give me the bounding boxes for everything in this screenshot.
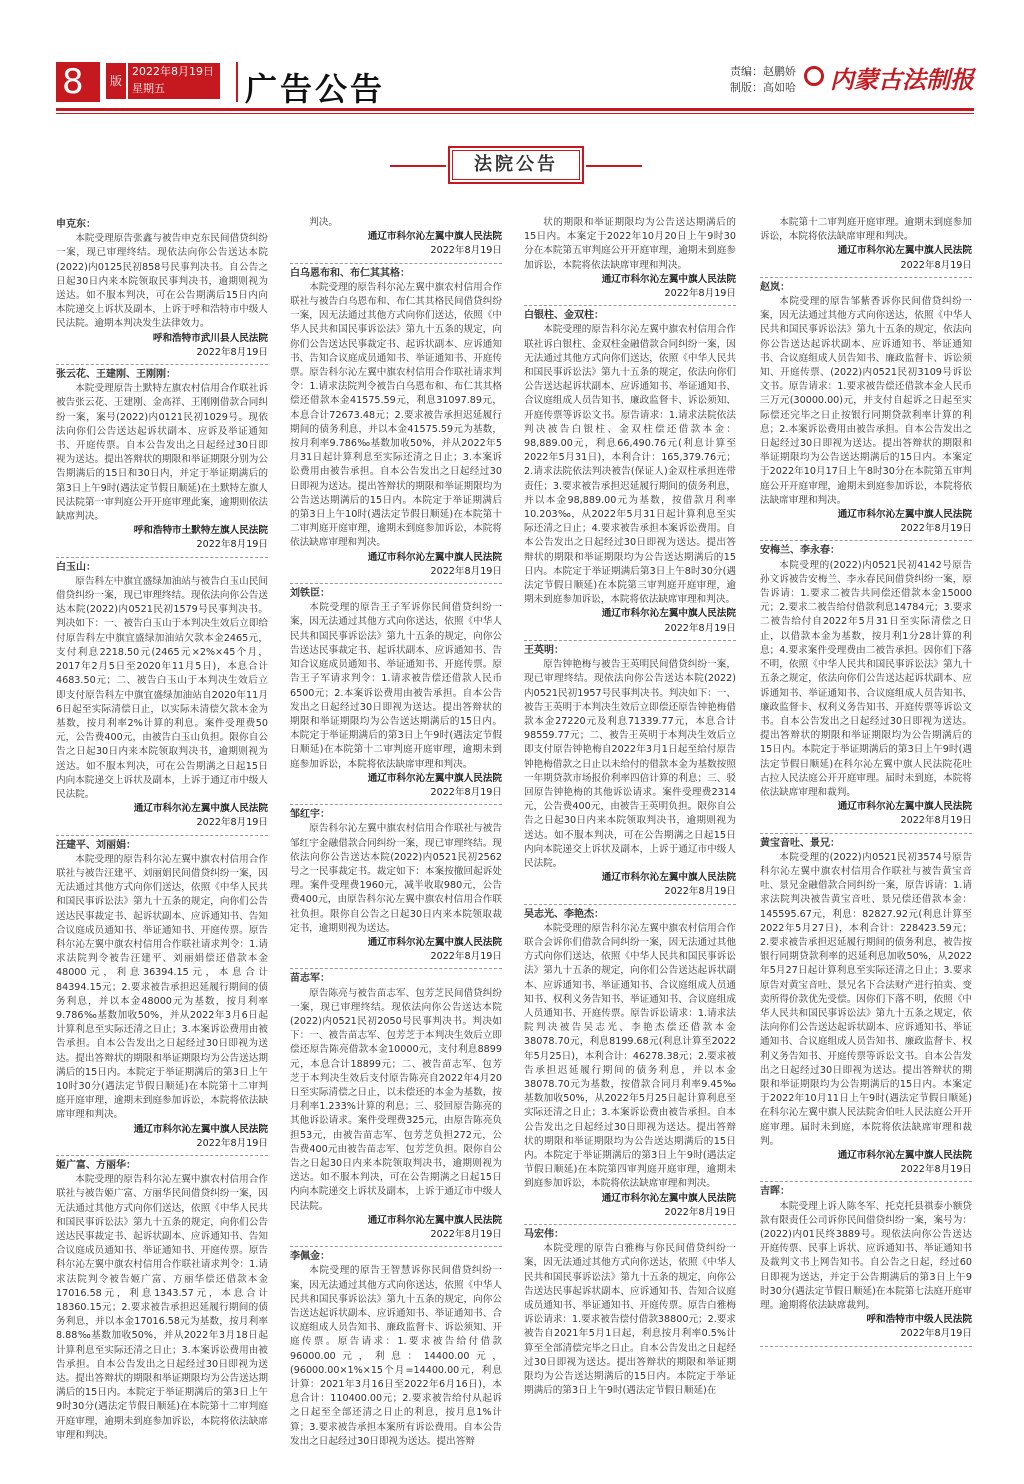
notice-divider bbox=[524, 640, 736, 641]
notice-court: 通辽市科尔沁左翼中旗人民法院 bbox=[367, 772, 502, 784]
court-notice bbox=[524, 216, 736, 306]
notice-court: 呼和浩特市土默特左旗人民法院 bbox=[133, 525, 268, 537]
notice-divider bbox=[760, 277, 972, 278]
notice-divider bbox=[56, 364, 268, 365]
editor-credits bbox=[730, 64, 796, 96]
notice-addressee: 吴志光、李艳杰： bbox=[524, 908, 604, 920]
notice-date: 2022年8月19日 bbox=[196, 539, 268, 551]
notice-body: 本院受理的原告科尔沁左翼中旗农村信用合作联合会诉你们借款合同纠纷一案，因无法通过其他方式向你们送达，依照《中华人民共和国民事诉讼法》第九十五条的规定，向你们公告送达起诉状副本、应诉通知书、举证通知书、合议庭组成人员通知书、权利义务告知书、举证通知书、合议庭组成人员通知书、开庭传票。原告诉讼请求：1.请求法院判决被告吴志光、李艳杰偿还借款本金38078.70元，利息8199.68元(利息计算至2022年5月25日)，本利合计：46278.38元；2.要求被告承担迟延履行期间的债务利息，并以本金38078.70元为基数，按借款合同月利率9.45‰基数加收50%，从2022年5月25日起计算利息至实际还清之日止；3.本案诉讼费由被告承担。自本公告发出之日起经过30日即视为送达。提出答辩状的期限和举证期限均为公告送达期满后的15日内。本院定于举证期满后的第3日上午9时(遇法定节假日顺延)在本院第四审判庭开庭审理，逾期未到庭参加诉讼，本院将依法缺席审理和判决。 bbox=[524, 922, 736, 1190]
notice-body: 原告科尔沁左翼中旗农村信用合作联社与被告邹红宇金融借款合同纠纷一案，现已审理终结。现依法向你公告送达本院(2022)内0521民初2562号之一民事裁定书。裁定如下：本案按撤回起诉处理。案件受理费1960元，减半收取980元，公告费400元，由原告科尔沁左翼中旗农村信用合作联社负担。限你自公告之日起30日内来本院领取裁定书，逾期则视为送达。 bbox=[290, 823, 502, 934]
notice-court: 通辽市科尔沁左翼中旗人民法院 bbox=[367, 936, 502, 948]
notice-divider bbox=[760, 1181, 972, 1182]
notice-date: 2022年8月19日 bbox=[900, 1164, 972, 1176]
notice-column-3 bbox=[524, 216, 736, 1398]
header-divider bbox=[236, 62, 238, 102]
notice-divider bbox=[290, 804, 502, 805]
notice-date: 2022年8月19日 bbox=[664, 622, 736, 634]
notice-addressee: 王英明： bbox=[524, 644, 564, 656]
court-notice bbox=[760, 544, 972, 833]
notice-court: 通辽市科尔沁左翼中旗人民法院 bbox=[367, 1214, 502, 1226]
notice-body: 本院受理的原告科尔沁左翼中旗农村信用合作联社与被告汪建平、刘丽娟民间借贷纠纷一案，因无法通过其他方式向你们送达，依照《中华人民共和国民事诉讼法》第九十五条的规定，向你们公告送达民事裁定书、起诉状副本、应诉通知书、告知合议庭成员通知书、举证通知书、开庭传票。原告科尔沁左翼中旗农村信用合作联社请求判令：1.请求法院判令被告汪建平、刘丽娟偿还借款本金48000元，利息36394.15元，本息合计84394.15元；2.要求被告承担迟延履行期间的债务利息，并以本金48000元为基数，按月利率9.786‰基数加收50%，并从2022年3月6日起计算利息至实际还清之日止；3.本案诉讼费用由被告承担。自本公告发出之日起经过30日即视为送达。提出答辩状的期限和举证期限均为公告送达期满后的15日内。本院定于举证期满后的第3日上午10时30分(遇法定节假日顺延)在本院第十二审判庭开庭审理，逾期未到庭参加诉讼，本院将依法缺席审理和判决。 bbox=[56, 853, 268, 1121]
notice-body: 原告钟艳梅与被告王英明民间借贷纠纷一案，现已审理终结。现依法向你公告送达本院(2022)内0521民初1957号民事判决书。判决如下：一、被告王英明于本判决生效后立即偿还原告钟艳梅借款本金27220元及利息71339.77元，本息合计98559.77元；二、被告王英明于本判决生效后立即支付原告钟艳梅自2022年3月1日起至给付原告钟艳梅借款之日止以未给付的借款本金为基数按照一年期贷款市场报价利率四倍计算的利息；三、驳回原告钟艳梅的其他诉讼请求。案件受理费2314元，公告费400元，由被告王英明负担。限你自公告之日起30日内来本院领取判决书，逾期则视为送达。如不服本判决，可在公告期满之日起15日内向本院递交上诉状及副本，上诉于通辽市中级人民法院。 bbox=[524, 659, 736, 869]
notice-divider bbox=[524, 305, 736, 306]
notice-date: 2022年8月19日 bbox=[430, 786, 502, 798]
notice-date: 2022年8月19日 bbox=[196, 1137, 268, 1149]
court-notice bbox=[56, 368, 268, 558]
notice-addressee: 白玉山： bbox=[56, 561, 96, 573]
notice-addressee: 吉晖： bbox=[760, 1186, 790, 1198]
notice-date: 2022年8月19日 bbox=[430, 951, 502, 963]
notice-body: 本院受理的原告王智慧诉你民间借贷纠纷一案，因无法通过其他方式向你送达，依照《中华人民共和国民事诉讼法》第九十五条的规定，向你公告送达起诉状副本、应诉通知书、举证通知书、合议庭组成人员告知书、廉政监督卡、诉讼须知、开庭传票。原告请求：1.要求被告给付借款96000.00元，利息：14400.00元，(96000.00×1%×15个月=14400.00元，利息计算：2021年3月16日至2022年6月16日)，本息合计：110400.00元；2.要求被告给付从起诉之日起至全部还清之日止的利息，按月息1%计算；3.要求被告承担本案所有诉讼费用。自本公告发出之日起经过30日即视为送达。提出答辩 bbox=[290, 1265, 502, 1447]
notice-date: 2022年8月19日 bbox=[196, 817, 268, 829]
notice-body: 本院受理的原告邹紫香诉你民间借贷纠纷一案，因无法通过其他方式向你送达，依照《中华人民共和国民事诉讼法》第九十五条的规定，依法向你公告送达起诉状副本、应诉通知书、举证通知书、合议庭组成人员告知书、廉政监督卡、诉讼须知、开庭传票、(2022)内0521民初3109号诉讼文书。原告请求：1.要求被告偿还借款本金人民币三万元(30000.00)元，并支付自起诉之日起至实际偿还完毕之日止按银行同期贷款利率计算的利息；2.本案诉讼费用由被告承担。自本公告发出之日起经过30日即视为送达。提出答辩状的期限和举证期限均为公告送达期满后的15日内。本案定于2022年10月17日上午8时30分在本院第五审判庭公开开庭审理，逾期未到庭参加诉讼，本院将依法缺席审理和判决。 bbox=[760, 296, 972, 506]
notice-date: 2022年8月19日 bbox=[900, 815, 972, 827]
notice-addressee: 张云花、王建刚、王刚刚： bbox=[56, 369, 176, 381]
page-number: 8 bbox=[62, 62, 84, 102]
notice-column-4 bbox=[760, 216, 972, 1350]
notice-addressee: 邹红宇： bbox=[290, 809, 330, 821]
notice-addressee: 白乌恩布和、布仁其其格： bbox=[290, 267, 410, 279]
header-rule-thin bbox=[56, 113, 974, 114]
page-header bbox=[0, 0, 1024, 110]
court-notice bbox=[290, 587, 502, 805]
banner-line-right bbox=[586, 165, 642, 167]
notice-body: 本院受理的原告王子军诉你民间借贷纠纷一案，因无法通过其他方式向你送达，依照《中华人民共和国民事诉讼法》第九十五条的规定，向你公告送达民事裁定书、起诉状副本、应诉通知书、告知合议庭成员通知书、举证通知书、开庭传票。原告王子军请求判令：1.请求被告偿还借款人民币6500元；2.本案诉讼费用由被告承担。自本公告发出之日起经过30日即视为送达。提出答辩状的期限和举证期限均为公告送达期满后的15日内。本院定于举证期满后的第3日上午9时(遇法定节假日顺延)在本院第十二审判庭开庭审理，逾期未到庭参加诉讼，本院将依法缺席审理和判决。 bbox=[290, 602, 502, 770]
notice-court: 通辽市科尔沁左翼中旗人民法院 bbox=[601, 608, 736, 620]
notice-addressee: 刘铁臣： bbox=[290, 588, 330, 600]
notice-addressee: 赵岚： bbox=[760, 281, 790, 293]
notice-body: 本院受理原告张鑫与被告申克东民间借贷纠纷一案，现已审理终结。现依法向你公告送达本院(2022)内0125民初858号民事判决书。自公告之日起30日内来本院领取民事判决书，逾期则视为送达。如不服本判决，可在公告期满后15日内向本院递交上诉状及副本，上诉于呼和浩特市中级人民法院。逾期本判决发生法律效力。 bbox=[56, 233, 268, 330]
notice-divider bbox=[290, 263, 502, 264]
notice-addressee: 苗志军： bbox=[290, 973, 330, 985]
notice-court: 通辽市科尔沁左翼中旗人民法院 bbox=[837, 801, 972, 813]
court-notice bbox=[290, 216, 502, 264]
notice-court: 通辽市科尔沁左翼中旗人民法院 bbox=[133, 1123, 268, 1135]
notice-date: 2022年8月19日 bbox=[430, 565, 502, 577]
notice-court: 通辽市科尔沁左翼中旗人民法院 bbox=[837, 509, 972, 521]
notice-column-1 bbox=[56, 216, 268, 1443]
court-notice bbox=[290, 267, 502, 584]
notice-divider bbox=[760, 540, 972, 541]
court-notice bbox=[56, 839, 268, 1156]
notice-court: 通辽市科尔沁左翼中旗人民法院 bbox=[837, 1150, 972, 1161]
notice-addressee: 白银柱、金双柱： bbox=[524, 310, 604, 322]
notice-date: 2022年8月19日 bbox=[900, 259, 972, 271]
ban-label: 版 bbox=[106, 63, 126, 99]
notice-date: 2022年8月19日 bbox=[900, 523, 972, 535]
section-title: 广告公告 bbox=[245, 70, 386, 108]
court-notice bbox=[56, 561, 268, 836]
notice-addressee: 黄宝音吐、景兄： bbox=[760, 837, 840, 849]
notice-divider bbox=[290, 968, 502, 969]
court-notice bbox=[760, 216, 972, 278]
notice-divider bbox=[56, 1155, 268, 1156]
notice-court: 呼和浩特市武川县人民法院 bbox=[152, 332, 268, 344]
notice-body: 本院受理的原告科尔沁左翼中旗农村信用合作联社与被告姬广富、方丽华民间借贷纠纷一案，因无法通过其他方式向你们送达，依照《中华人民共和国民事诉讼法》第九十五条的规定，向你们公告送达民事裁定书、起诉状副本、应诉通知书、告知合议庭成员通知书、举证通知书、开庭传票。原告科尔沁左翼中旗农村信用合作联社请求判令：1.请求法院判令被告姬广富、方丽华偿还借款本金17016.58元，利息1343.57元，本息合计18360.15元；2.要求被告承担迟延履行期间的债务利息，并以本金17016.58元为基数，按月利率8.88‰基数加收50%，并从2022年3月18日起计算利息至实际还清之日止；3.本案诉讼费用由被告承担。自本公告发出之日起经过30日即视为送达。提出答辩状的期限和举证期限均为公告送达期满后的15日内。本院定于举证期满后的第3日上午9时30分(遇法定节假日顺延)在本院第十二审判庭开庭审理，逾期未到庭参加诉讼，本院将依法缺席审理和判决。 bbox=[56, 1174, 268, 1441]
notice-divider bbox=[290, 583, 502, 584]
notice-divider bbox=[760, 833, 972, 834]
newspaper-logo-text: 内蒙古法制报 bbox=[830, 65, 974, 94]
notice-body: 本院受理的原告科尔沁左翼中旗农村信用合作联社与被告白乌恩布和、布仁其其格民间借贷纠纷一案，因无法通过其他方式向你们送达，依照《中华人民共和国民事诉讼法》第九十五条的规定，向你们公告送达民事裁定书、起诉状副本、应诉通知书、告知合议庭成员通知书、举证通知书、开庭传票。原告科尔沁左翼中旗农村信用合作联社请求判令：1.请求法院判令被告白乌恩布和、布仁其其格偿还借款本金41575.59元，利息31097.89元，本息合计72673.48元；2.要求被告承担迟延履行期间的债务利息，并以本金41575.59元为基数，按月利率9.786‰基数加收50%，并从2022年5月31日起计算利息至实际还清之日止；3.本案诉讼费用由被告承担。自本公告发出之日起经过30日即视为送达。提出答辩状的期限和举证期限均为公告送达期满后的15日内。本院定于举证期满后的第3日上午10时(遇法定节假日顺延)在本院第十二审判庭开庭审理，逾期未到庭参加诉讼，本院将依法缺席审理和判决。 bbox=[290, 281, 502, 549]
notice-body: 本院受理的原告白雅梅与你民间借贷纠纷一案，因无法通过其他方式向你送达，依照《中华人民共和国民事诉讼法》第九十五条的规定，向你公告送达民事起诉状副本、应诉通知书、告知合议庭成员通知书、举证通知书、开庭传票。原告白雅梅诉讼请求：1.要求被告偿付借款38800元；2.要求被告自2021年5月1日起，利息按月利率0.5%计算至全部清偿完毕之日止。自本公告发出之日起经过30日即视为送达。提出答辩状的期限和举证期限均为公告送达期满后的15日内。本院定于举证期满后的第3日上午9时(遇法定节假日顺延)在 bbox=[524, 1243, 736, 1397]
notice-column-2 bbox=[290, 216, 502, 1449]
court-notice bbox=[524, 309, 736, 641]
court-notice bbox=[290, 808, 502, 969]
notice-body: 原告陈亮与被告苗志军、包芳芝民间借贷纠纷一案，现已审理终结。现依法向你公告送达本院(2022)内0521民初2050号民事判决书。判决如下：一、被告苗志军、包芳芝于本判决生效后立即偿还原告陈亮借款本金10000元，支付利息8899元，本息合计18899元；二、被告苗志军、包芳芝于本判决生效后支付原告陈亮自2022年4月20日至实际清偿之日止，以未偿还的本金为基数，按月利率1.233%计算的利息；三、驳回原告陈亮的其他诉讼请求。案件受理费325元，由原告陈亮负担53元，由被告苗志军、包芳芝负担272元，公告费400元由被告苗志军、包芳芝负担。限你自公告之日起30日内来本院领取判决书，逾期则视为送达。如不服本判决，可在公告期满之日起15日内向本院递交上诉状及副本，上诉于通辽市中级人民法院。 bbox=[290, 987, 502, 1212]
notice-body: 本院受理的原告科尔沁左翼中旗农村信用合作联社诉白银柱、金双柱金融借款合同纠纷一案，因无法通过其他方式向你们送达，依照《中华人民共和国民事诉讼法》第九十五条的规定，依法向你们公告送达起诉状副本、应诉通知书、举证通知书、合议庭组成人员告知书、廉政监督卡、诉讼须知、开庭传票等诉讼文书。原告请求：1.请求法院依法判决被告白银柱、金双柱偿还借款本金：98,889.00元，利息66,490.76元(利息计算至2022年5月31日)，本利合计：165,379.76元；2.请求法院依法判决被告(保证人)金双柱承担连带责任；3.要求被告承担迟延履行期间的债务利息，并以本金98,889.00元为基数，按借款月利率10.203‰，从2022年5月31日起计算利息至实际还清之日止；4.要求被告承担本案诉讼费用。自本公告发出之日起经过30日即视为送达。提出答辩状的期限和举证期限均为公告送达期满后的15日内。本院定于举证期满后第3日上午8时30分(遇法定节假日顺延)在本院第三审判庭开庭审理，逾期未到庭参加诉讼，本院将依法缺席审理和判决。 bbox=[524, 324, 736, 606]
court-notice bbox=[56, 218, 268, 365]
court-notice bbox=[524, 644, 736, 905]
court-notice bbox=[760, 281, 972, 542]
editor-name: 责编：赵鹏娇 bbox=[730, 65, 796, 78]
notice-body: 原告科左中旗宜盛绿加油站与被告白玉山民间借贷纠纷一案，现已审理终结。现依法向你公告送达本院(2022)内0521民初1579号民事判决书。判决如下：一、被告白玉山于本判决生效后立即给付原告科左中旗宜盛绿加油站欠款本金2465元，支付利息2218.50元(2465元×2%×45个月，2017年2月5日至2020年11月5日)，本息合计4683.50元；二、被告白玉山于本判决生效后立即支付原告科左中旗宜盛绿加油站自2020年11月6日起至实际清偿日止，以实际未清偿欠款本金为基数，按月利率2%计算的利息。案件受理费50元，公告费400元，由被告白玉山负担。限你自公告之日起30日内来本院领取判决书，逾期则视为送达。如不服本判决，可在公告期满之日起15日内向本院递交上诉状及副本，上诉于通辽市中级人民法院。 bbox=[56, 575, 268, 800]
notice-divider bbox=[524, 1224, 736, 1225]
notice-date: 2022年8月19日 bbox=[664, 1206, 736, 1218]
notice-body: 本院受理上诉人陈冬军、托克托县祺泰小额贷款有限责任公司诉你民间借贷纠纷一案，案号为：(2022)内01民终3889号。现依法向你公告送达开庭传票、民事上诉状、应诉通知书、举证通知书及裁判文书上网告知书。自公告之日起，经过60日即视为送达，并定于公告期满后的第3日上午9时30分(遇法定节假日顺延)在本院第七法庭开庭审理。逾期将依法缺席裁判。 bbox=[760, 1200, 972, 1312]
notice-court: 通辽市科尔沁左翼中旗人民法院 bbox=[367, 231, 502, 243]
notice-date: 2022年8月19日 bbox=[430, 245, 502, 257]
notice-body: 状的期限和举证期限均为公告送达期满后的15日内。本案定于2022年10月20日上午9时30分在本院第五审判庭公开开庭审理，逾期未到庭参加诉讼，本院将依法缺席审理和判决。 bbox=[524, 217, 736, 271]
notice-divider bbox=[290, 1246, 502, 1247]
notice-addressee: 申克东： bbox=[56, 219, 96, 230]
notice-date: 2022年8月19日 bbox=[900, 1328, 972, 1340]
notice-body: 本院受理原告土默特左旗农村信用合作联社诉被告张云花、王建刚、金高祥、王刚刚借款合同纠纷一案，案号(2022)内0121民初1029号。现依法向你们公告送达起诉状副本、应诉及举证通知书、开庭传票。自本公告发出之日起经过30日即视为送达。提出答辩状的期限和举证期限分别为公告期满后的15日和30日内，并定于举证期满后的第3日上午9时(遇法定节假日顺延)在土默特左旗人民法院第一审判庭公开开庭审理此案，逾期则依法缺席判决。 bbox=[56, 383, 268, 523]
header-rule bbox=[56, 108, 974, 111]
court-notice bbox=[290, 972, 502, 1247]
notice-court: 通辽市科尔沁左翼中旗人民法院 bbox=[837, 245, 972, 257]
court-notice bbox=[524, 1228, 736, 1398]
notice-date: 2022年8月19日 bbox=[430, 1229, 502, 1241]
notice-court: 通辽市科尔沁左翼中旗人民法院 bbox=[367, 551, 502, 563]
court-notice bbox=[760, 1185, 972, 1346]
notice-body: 本院受理的(2022)内0521民初4142号原告孙文诉被告安梅兰、李永春民间借贷纠纷一案，原告诉请：1.要求二被告共同偿还借款本金15000元；2.要求二被告给付借款利息14784元；3.要求二被告给付自2022年5月31日至实际清偿之日止，以借款本金为基数，按月利1分28计算的利息；4.要求案件受理费由二被告承担。因你们下落不明，依照《中华人民共和国民事诉讼法》第九十五条之规定，依法向你们公告送达起诉状副本、应诉通知书、举证通知书、合议庭组成人员告知书、廉政监督卡、权利义务告知书、开庭传票等诉讼文书。自本公告发出之日起经过30日即视为送达。提出答辩状的期限和举证期限均为公告期满后的15日内。本院定于举证期满后的第3日上午9时(遇法定节假日顺延)在科尔沁左翼中旗人民法院花吐古拉人民法庭公开开庭审理。届时未到庭，本院将依法缺席审理和裁判。 bbox=[760, 559, 972, 798]
notice-body: 判决。 bbox=[309, 217, 338, 228]
notice-addressee: 姬广富、方丽华： bbox=[56, 1160, 136, 1171]
notice-divider bbox=[56, 835, 268, 836]
notice-date: 2022年8月19日 bbox=[664, 288, 736, 300]
issue-date-box bbox=[128, 63, 220, 99]
notice-body: 本院受理的(2022)内0521民初3574号原告科尔沁左翼中旗农村信用合作联社与被告黄宝音吐、景兄金融借款合同纠纷一案，原告诉请：1.请求法院判决被告黄宝音吐、景兄偿还借款本金：145595.67元，利息：82827.92元(利息计算至2022年5月27日)，本利合计：228423.59元；2.要求被告承担迟延履行期间的债务利息，被告按银行同期贷款利率的迟延利息加收50%，从2022年5月27日起计算利息至实际还清之日止；3.要求原告对黄宝音吐、景兄名下合法财产进行拍卖、变卖所得价款优先受偿。因你们下落不明，依照《中华人民共和国民事诉讼法》第九十五条之规定，依法向你们公告送达起诉状副本、应诉通知书、举证通知书、合议庭组成人员告知书、廉政监督卡、权利义务告知书、开庭传票等诉讼文书。自本公告发出之日起经过30日即视为送达。提出答辩状的期限和举证期限均为公告期满后的15日内。本案定于2022年10月11日上午9时(遇法定节假日顺延)在科尔沁左翼中旗人民法院舍伯吐人民法庭公开开庭审理。届时未到庭，本院将依法缺席审理和裁判。 bbox=[760, 851, 972, 1147]
producer-name: 制版：高如哈 bbox=[730, 81, 796, 94]
notice-addressee: 安梅兰、李永春： bbox=[760, 545, 840, 557]
court-notice bbox=[524, 908, 736, 1225]
notice-court: 通辽市科尔沁左翼中旗人民法院 bbox=[133, 803, 268, 815]
notice-date: 2022年8月19日 bbox=[664, 886, 736, 898]
court-notice bbox=[760, 837, 972, 1183]
notice-court: 呼和浩特市中级人民法院 bbox=[866, 1314, 972, 1326]
notice-court: 通辽市科尔沁左翼中旗人民法院 bbox=[601, 872, 736, 884]
notice-court: 通辽市科尔沁左翼中旗人民法院 bbox=[601, 273, 736, 285]
notice-addressee: 李佩金： bbox=[290, 1251, 330, 1263]
notice-body: 本院第十二审判庭开庭审理。逾期未到庭参加诉讼，本院将依法缺席审理和判决。 bbox=[760, 217, 972, 243]
notice-date: 2022年8月19日 bbox=[196, 346, 268, 358]
notice-divider bbox=[760, 1346, 972, 1347]
court-notice bbox=[56, 1159, 268, 1443]
notice-court: 通辽市科尔沁左翼中旗人民法院 bbox=[601, 1192, 736, 1204]
notice-addressee: 马宏伟： bbox=[524, 1229, 564, 1241]
banner-title: 法院公告 bbox=[474, 154, 558, 175]
issue-weekday: 星期五 bbox=[132, 82, 165, 95]
banner-line-left bbox=[390, 165, 446, 167]
court-notice bbox=[290, 1250, 502, 1449]
newspaper-logo bbox=[808, 60, 974, 95]
notice-divider bbox=[524, 904, 736, 905]
issue-date: 2022年8月19日 bbox=[132, 65, 214, 78]
notice-divider bbox=[56, 557, 268, 558]
notice-addressee: 汪建平、刘丽娟： bbox=[56, 839, 136, 851]
